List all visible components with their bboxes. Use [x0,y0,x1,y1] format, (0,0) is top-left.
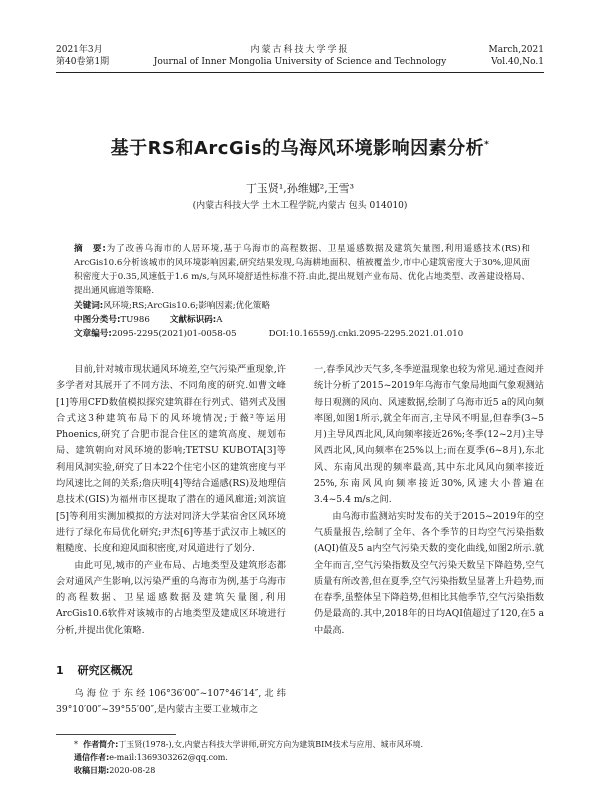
section-heading [56,662,133,678]
body-paragraph: 由乌海市监测站实时发布的关于2015~2019年的空气质量报告,绘制了全年、各个季节的日均空气污染指数(AQI)值及5 a内空气污染天数的变化曲线,如图2所示.就全年而言,空气污染指数及空气污染天数呈下降趋势,空气质量有所改善,但在夏季,空气污染指数呈显著上升趋势,而在春季,虽整体呈下降趋势,但相比其他季节,空气污染指数仍是最高的.其中,2018年的日均AQI值超过了120,在5 a中最高. [314,510,544,636]
author-info-text: 丁玉贤(1978-),女,内蒙古科技大学讲师,研究方向为建筑BIM技术与应用、城市风环境. [118,740,424,749]
volume-cn: 第40卷第1期 [56,57,110,67]
issue-date-en: March,2021 [488,45,544,55]
body-right-column [314,362,544,639]
correspondence-email: e-mail:1369303262@qq.com. [109,753,228,762]
doi: DOI:10.16559/j.cnki.2095-2295.2021.01.010 [268,329,464,339]
header-center [150,44,450,68]
footnote-rule [56,734,176,735]
paper-title [56,134,544,160]
body-paragraph: 一,春季风沙天气多,冬季逆温现象也较为常见.通过查阅并统计分析了2015~2019年乌海市气象局地面气象观测站每日观测的风向、风速数据,绘制了乌海市近5 a的风向频率图,如图1所示,就全年而言,主导风不明显,但春季(3~5月)主导风西北风,风向频率接近26%;冬季(12~2月)主导风西北风,风向频率在25%以上;而在夏季(6~8月),东北风、东南风出现的频率最高,其中东北风风向频率接近25%,东南风风向频率接近30%,风速大小普遍在3.4~5.4 m/s之间. [314,364,544,506]
correspondence-label: 通信作者: [74,753,110,762]
keywords [74,300,270,312]
title-footnote-mark: * [484,140,490,150]
classification [74,314,222,326]
affiliation: (内蒙古科技大学 土木工程学院,内蒙古 包头 014010) [192,201,408,211]
paper-title-text: 基于RS和ArcGis的乌海风环境影响因素分析 [110,138,485,159]
body-paragraph: 由此可见,城市的产业布局、占地类型及建筑形态都会对通风产生影响,以污染严重的乌海市为例,基于乌海市的高程数据、卫星遥感数据及建筑矢量图,利用ArcGis10.6软件对该城市的占地类型及建成区环境进行分析,并提出优化策略. [56,559,286,636]
footnote [74,738,544,777]
received-date-label: 收稿日期: [74,766,110,775]
article-number-label: 文章编号: [74,329,112,339]
article-info [74,328,463,340]
section-paragraph: 乌海位于东经106°36′00″~107°46′14″,北纬39°10′00″~39°55′00″,是内蒙古主要工业城市之 [56,688,286,716]
doc-code-value: A [216,315,223,325]
body-left-column [56,362,286,639]
journal-name-cn: 内蒙古科技大学学报 [250,45,350,55]
section-title: 研究区概况 [77,664,133,677]
issue-date-cn: 2021年3月 [56,45,103,55]
section-number: 1 [56,664,64,677]
header-right [489,44,545,68]
abstract-text: 为了改善乌海市的人居环境,基于乌海市的高程数据、卫星遥感数据及建筑矢量图,利用遥感技术(RS)和ArcGis10.6分析该城市的风环境影响因素,研究结果发现,乌海耕地面积、植被覆盖少,市中心建筑密度大于30%,迎风面积密度大于0.35,风速低于1.6 m/s,与风环境舒适性标准不符.由此,提出规划产业布局、优化占地类型、改善建设格局、提出通风廊道等策略. [74,244,531,296]
abstract [74,242,530,298]
keywords-text: 风环境;RS;ArcGis10.6;影响因素;优化策略 [103,301,270,311]
keywords-label: 关键词: [74,301,104,311]
author-info-label: 作者简介: [83,740,119,749]
clc-label: 中图分类号: [74,315,121,325]
footnote-mark: * [74,740,78,749]
journal-name-en: Journal of Inner Mongolia University of Science and Technology [153,57,447,67]
body-paragraph: 目前,针对城市现状通风环境差,空气污染严重现象,许多学者对其展开了不同方法、不同角度的研究.如曹文峰[1]等用CFD数值模拟探究建筑群在行列式、错列式及围合式这3种建筑布局下的风环境情况;于薇²等运用Phoenics,研究了合肥市混合住区的建筑高度、规划布局、建筑朝向对风环境的影响;TETSU KUBOTA[3]等利用风洞实验,研究了日本22个住宅小区的建筑密度与平均风速比之间的关系;詹庆明[4]等结合遥感(RS)及地理信息技术(GIS)为福州市区提取了潜在的通风廊道;刘滨谊[5]等利用实测加模拟的方法对同济大学某宿舍区风环境进行了绿化布局优化研究;尹杰[6]等基于武汉市上城区的粗糙度、长度和迎风面积密度,对风道进行了划分. [56,364,286,555]
received-date: 2020-08-28 [109,766,156,775]
clc-value: TU986 [120,315,150,325]
doc-code-label: 文献标识码: [169,315,217,325]
abstract-label: 摘 要: [74,244,106,254]
header-rule [56,72,544,73]
header-left [56,44,109,68]
volume-en: Vol.40,No.1 [491,57,544,67]
article-number: 2095-2295(2021)01-0058-05 [111,329,237,339]
author-list: 丁玉贤¹,孙维娜²,王雪³ [245,182,355,195]
